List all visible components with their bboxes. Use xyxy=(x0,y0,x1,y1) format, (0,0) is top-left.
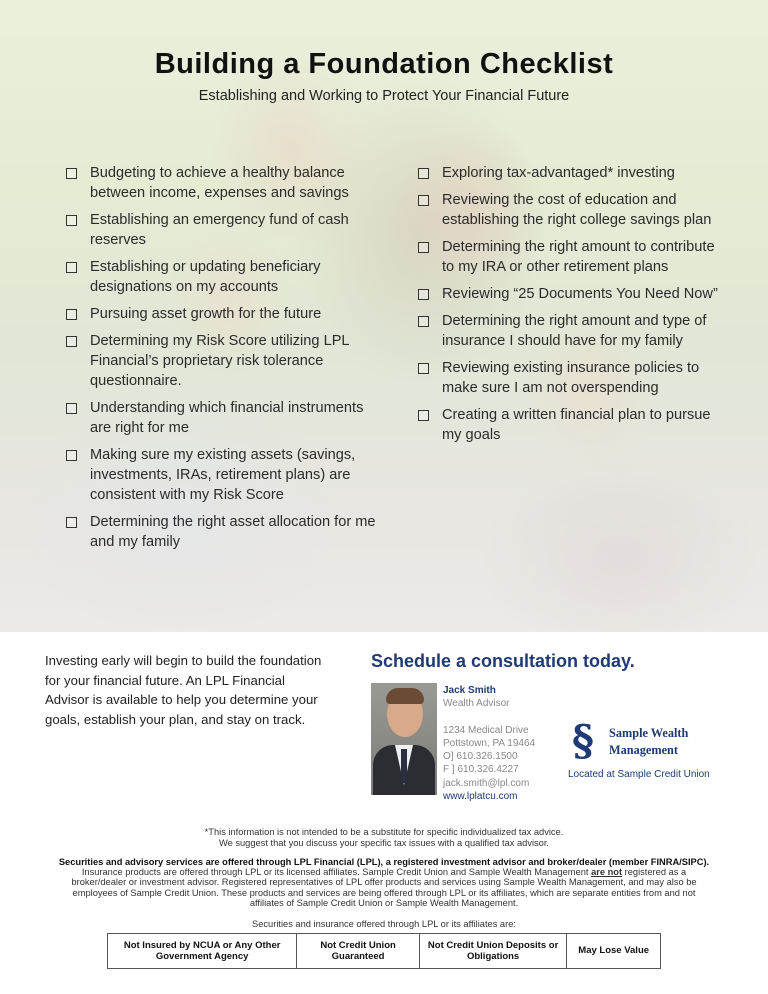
advisor-fax: F ] 610.326.4227 xyxy=(443,764,519,776)
checkbox-icon[interactable] xyxy=(66,517,77,528)
disclosure-cell: Not Insured by NCUA or Any Other Government Agency xyxy=(108,934,297,968)
checklist-item[interactable] xyxy=(418,311,718,351)
checklist-item-label: Determining the right amount and type of insurance I should have for my family xyxy=(442,313,707,349)
tax-disclaimer-line1: *This information is not intended to be a substitute for specific individualized tax advice. xyxy=(204,827,564,837)
logo-line2: Management xyxy=(609,743,678,757)
checklist-item[interactable] xyxy=(418,284,718,304)
checklist-item[interactable] xyxy=(418,190,718,230)
tax-disclaimer-line2: We suggest that you discuss your specific tax issues with a qualified tax advisor. xyxy=(218,837,550,848)
advisor-contact xyxy=(443,684,535,803)
checklist-item-label: Determining the right amount to contribute to my IRA or other retirement plans xyxy=(442,239,715,275)
disclosure-cell: Not Credit Union Guaranteed xyxy=(297,934,420,968)
disclosure-table-intro: Securities and insurance offered through LPL or its affiliates are: xyxy=(252,919,516,929)
checklist-item-label: Reviewing existing insurance policies to make sure I am not overspending xyxy=(442,360,700,396)
logo-wordmark xyxy=(609,725,688,759)
checklist-item-label: Making sure my existing assets (savings, investments, IRAs, retirement plans) are consistent with my Risk Score xyxy=(90,447,356,503)
checkbox-icon[interactable] xyxy=(66,403,77,414)
checkbox-icon[interactable] xyxy=(418,316,429,327)
checkbox-icon[interactable] xyxy=(66,168,77,179)
consultation-heading: Schedule a consultation today. xyxy=(371,651,635,671)
checklist-item-label: Exploring tax-advantaged* investing xyxy=(442,165,675,181)
disclosure-cell: May Lose Value xyxy=(578,945,650,957)
checkbox-icon[interactable] xyxy=(66,336,77,347)
checklist-item-label: Determining the right asset allocation for me and my family xyxy=(90,514,376,550)
checklist-item-label: Creating a written financial plan to pursue my goals xyxy=(442,407,711,443)
legal-underlined-text: are not xyxy=(591,867,623,878)
checklist-item[interactable] xyxy=(66,304,386,324)
checkbox-icon[interactable] xyxy=(66,215,77,226)
checklist-right-column xyxy=(418,163,718,452)
checkbox-icon[interactable] xyxy=(418,242,429,253)
advisor-email[interactable]: jack.smith@lpl.com xyxy=(443,777,530,789)
checklist-item-label: Understanding which financial instruments are right for me xyxy=(90,400,364,436)
intro-paragraph: Investing early will begin to build the foundation for your financial future. An LPL Financial Advisor is available to help you determine your goals, establish your plan, and stay on track. xyxy=(45,653,322,727)
checkbox-icon[interactable] xyxy=(66,309,77,320)
checklist-item[interactable] xyxy=(418,405,718,445)
advisor-name: Jack Smith xyxy=(443,685,496,696)
checkbox-icon[interactable] xyxy=(418,410,429,421)
checklist-item[interactable] xyxy=(418,163,718,183)
tax-disclaimer xyxy=(40,827,728,848)
advisor-address-line1: 1234 Medical Drive xyxy=(443,724,529,736)
checklist-item[interactable] xyxy=(66,512,386,552)
checklist-item-label: Budgeting to achieve a healthy balance between income, expenses and savings xyxy=(90,165,349,201)
checklist-item[interactable] xyxy=(66,257,386,297)
checkbox-icon[interactable] xyxy=(418,195,429,206)
legal-bold-text: Securities and advisory services are offered through LPL Financial (LPL), a registered investment advisor and broker/dealer (member FINRA/SIPC). xyxy=(58,857,710,867)
legal-text-part3: registered as a broker/dealer or investment advisor. Registered representatives of LPL offer products and services using Sample Wealth Management, and may also be employees of Sample Credit Union. These products and services are being offered through LPL or its affiliates, which are separate entities from and not affiliates of Sample Credit Union or Sample Wealth Management. xyxy=(71,867,697,908)
checklist-item[interactable] xyxy=(66,331,386,391)
checklist-left-column xyxy=(66,163,386,559)
checklist-item[interactable] xyxy=(66,398,386,438)
checklist-item[interactable] xyxy=(66,163,386,203)
section-symbol-logo-icon: § xyxy=(572,716,594,765)
legal-text-part2: Insurance products are offered through LPL or its licensed affiliates. Sample Credit Union and Sample Wealth Management xyxy=(81,867,592,878)
checkbox-icon[interactable] xyxy=(418,289,429,300)
legal-disclosure xyxy=(58,857,710,908)
checklist-item[interactable] xyxy=(418,237,718,277)
page-title: Building a Foundation Checklist xyxy=(154,48,614,80)
checklist-item-label: Pursuing asset growth for the future xyxy=(90,306,322,322)
advisor-photo xyxy=(371,683,437,795)
checklist-item[interactable] xyxy=(66,445,386,505)
checklist-item-label: Establishing or updating beneficiary designations on my accounts xyxy=(90,259,321,295)
logo-line1: Sample Wealth xyxy=(609,726,689,740)
page-subtitle: Establishing and Working to Protect Your Financial Future xyxy=(198,88,570,104)
checklist-item-label: Determining my Risk Score utilizing LPL Financial’s proprietary risk tolerance questionnaire. xyxy=(90,333,349,389)
logo-location: Located at Sample Credit Union xyxy=(568,769,710,780)
checklist-item-label: Reviewing “25 Documents You Need Now” xyxy=(442,286,718,302)
checkbox-icon[interactable] xyxy=(66,450,77,461)
checklist-item-label: Reviewing the cost of education and establishing the right college savings plan xyxy=(442,192,712,228)
advisor-office-phone: O] 610.326.1500 xyxy=(443,751,518,763)
checkbox-icon[interactable] xyxy=(418,168,429,179)
checklist-item-label: Establishing an emergency fund of cash reserves xyxy=(90,212,349,248)
advisor-address-line2: Pottstown, PA 19464 xyxy=(443,737,536,749)
disclosure-table xyxy=(107,933,661,969)
advisor-title: Wealth Advisor xyxy=(443,698,510,710)
checkbox-icon[interactable] xyxy=(66,262,77,273)
checkbox-icon[interactable] xyxy=(418,363,429,374)
checklist-item[interactable] xyxy=(418,358,718,398)
disclosure-cell: Not Credit Union Deposits or Obligations xyxy=(420,934,567,968)
advisor-website-link[interactable]: www.lplatcu.com xyxy=(443,791,518,803)
checklist-item[interactable] xyxy=(66,210,386,250)
